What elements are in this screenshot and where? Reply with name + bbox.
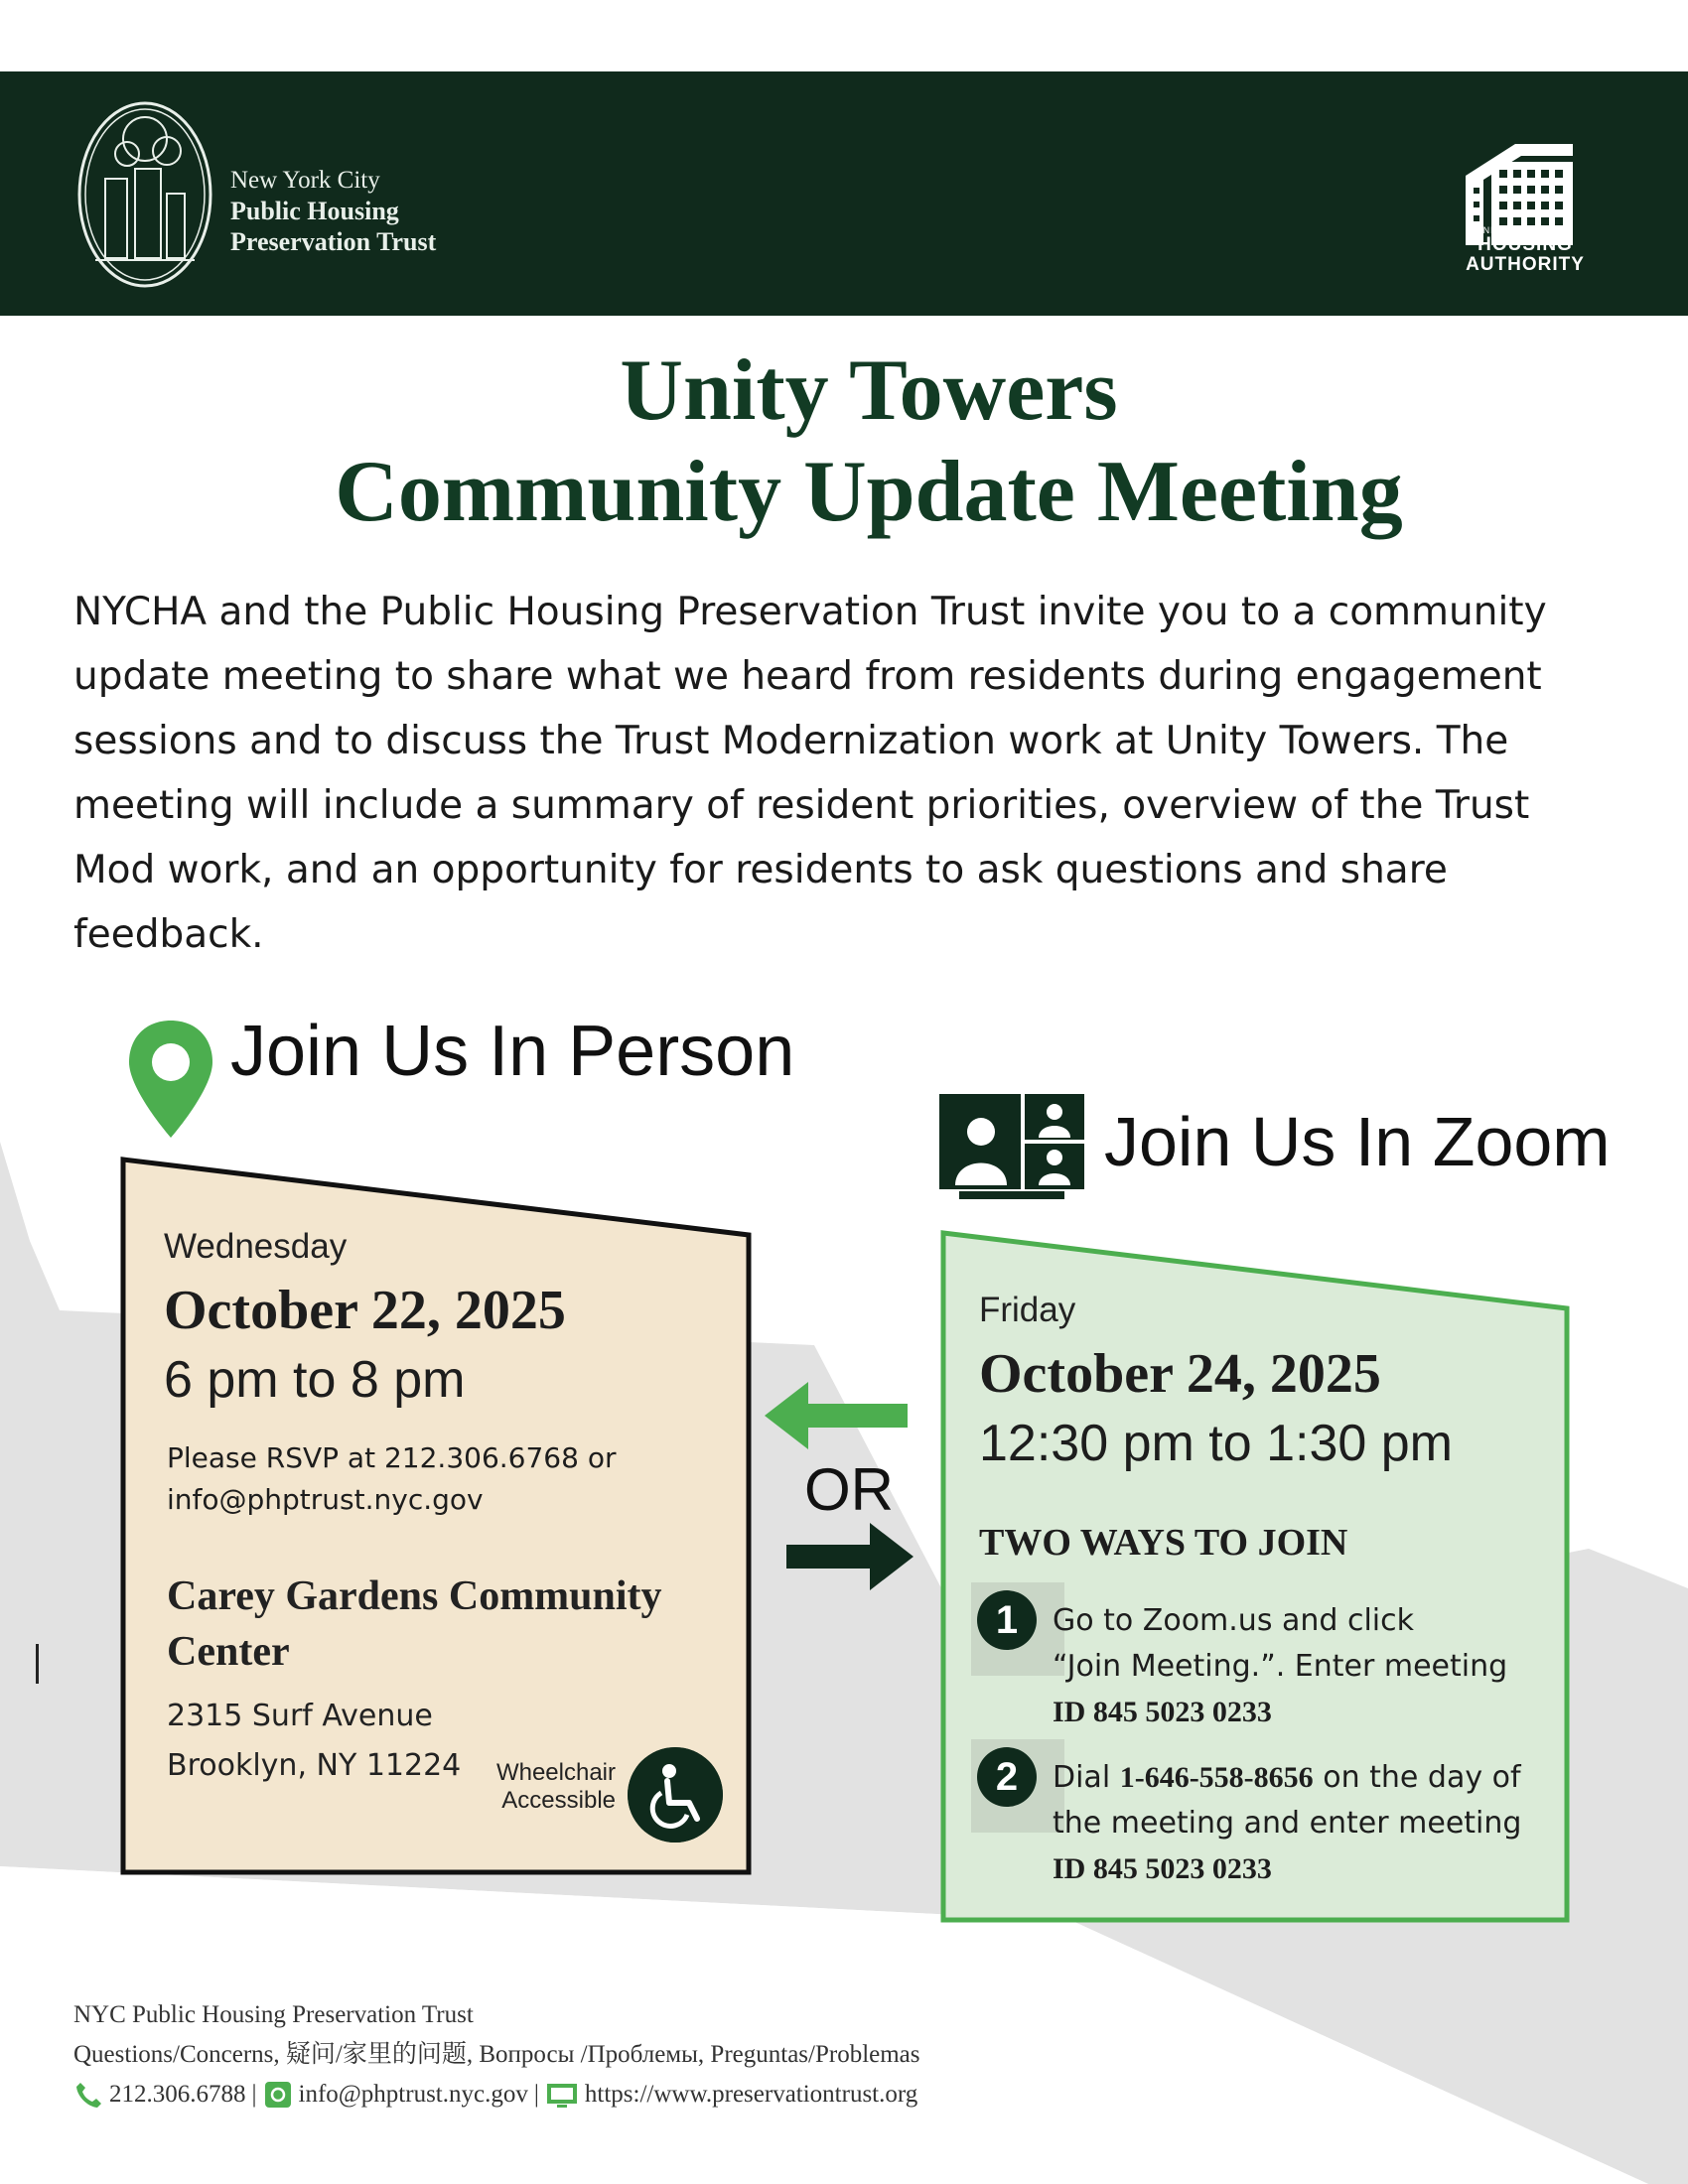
zoom-dial-phone[interactable]: 1-646-558-8656: [1119, 1761, 1314, 1794]
step-2-text: [1053, 1755, 1521, 1892]
email-icon: [263, 2080, 293, 2110]
step-2-number: 2: [977, 1747, 1037, 1807]
in-person-time: 6 pm to 8 pm: [164, 1351, 466, 1409]
logo-line-3: Preservation Trust: [230, 227, 437, 256]
in-person-heading: Join Us In Person: [230, 1012, 795, 1091]
page-title-line-2: Community Update Meeting: [335, 444, 1403, 540]
step-2-suffix: on the day of: [1313, 1760, 1521, 1795]
wheelchair-line-2: Accessible: [501, 1787, 616, 1814]
logo-line-1: New York City: [230, 167, 380, 194]
step-2-meeting-id: ID 845 5023 0233: [1053, 1852, 1272, 1885]
rsvp-line-1: Please RSVP at 212.306.6768 or: [167, 1441, 617, 1474]
margin-mark: [36, 1644, 39, 1684]
zoom-day: Friday: [979, 1291, 1076, 1329]
step-2-line-1: [1053, 1755, 1521, 1801]
page-title-line-1: Unity Towers: [620, 342, 1118, 439]
step-1-number: 1: [977, 1590, 1037, 1650]
venue-line-1: Carey Gardens Community: [167, 1573, 662, 1619]
step-2-prefix: Dial: [1053, 1760, 1120, 1795]
zoom-date: October 24, 2025: [979, 1343, 1381, 1405]
venue-line-2: Center: [167, 1629, 290, 1675]
nycha-line-3: AUTHORITY: [1466, 254, 1585, 275]
rsvp-email[interactable]: info@phptrust.nyc.gov: [167, 1483, 484, 1516]
website-icon: [545, 2080, 579, 2110]
in-person-day: Wednesday: [164, 1227, 348, 1266]
footer-separator-1: |: [251, 2081, 257, 2108]
address-line-1: 2315 Surf Avenue: [167, 1699, 433, 1733]
step-2-line-2: the meeting and enter meeting: [1053, 1806, 1522, 1841]
step-1-text: [1053, 1598, 1507, 1735]
step-1-line-2: “Join Meeting.”. Enter meeting: [1053, 1649, 1508, 1684]
nycha-line-1: NEW YORK CITY: [1482, 225, 1568, 235]
footer: [73, 1995, 920, 2115]
phone-icon: [73, 2080, 103, 2110]
two-ways-heading: TWO WAYS TO JOIN: [979, 1522, 1348, 1564]
logo-line-2: Public Housing: [230, 197, 399, 225]
footer-email[interactable]: info@phptrust.nyc.gov: [298, 2081, 528, 2108]
zoom-heading: Join Us In Zoom: [1104, 1103, 1611, 1180]
intro-paragraph: NYCHA and the Public Housing Preservation Trust invite you to a community update meeting to share what we heard from residents during engagement sessions and to discuss the Trust Modernization work at Unity Towers. The meeting will include a summary of resident priorities, overview of the Trust Mod work, and an opportunity for residents to ask questions and share feedback.: [73, 590, 1547, 957]
step-1-line-1: Go to Zoom.us and click: [1053, 1603, 1414, 1638]
footer-website[interactable]: https://www.preservationtrust.org: [584, 2081, 918, 2108]
footer-separator-2: |: [533, 2081, 539, 2108]
nycha-line-2: HOUSING: [1477, 234, 1573, 255]
zoom-time: 12:30 pm to 1:30 pm: [979, 1415, 1453, 1472]
in-person-date: October 22, 2025: [164, 1280, 566, 1341]
address-line-2: Brooklyn, NY 11224: [167, 1748, 462, 1783]
footer-org: NYC Public Housing Preservation Trust: [73, 2001, 474, 2028]
footer-questions: Questions/Concerns, 疑问/家里的问题, Вопросы /Проблемы, Preguntas/Problemas: [73, 2041, 920, 2068]
step-1-meeting-id: ID 845 5023 0233: [1053, 1696, 1272, 1728]
wheelchair-line-1: Wheelchair: [495, 1759, 616, 1786]
footer-contact-row: [73, 2075, 920, 2115]
or-label: OR: [804, 1456, 894, 1523]
footer-phone[interactable]: 212.306.6788: [109, 2081, 246, 2108]
